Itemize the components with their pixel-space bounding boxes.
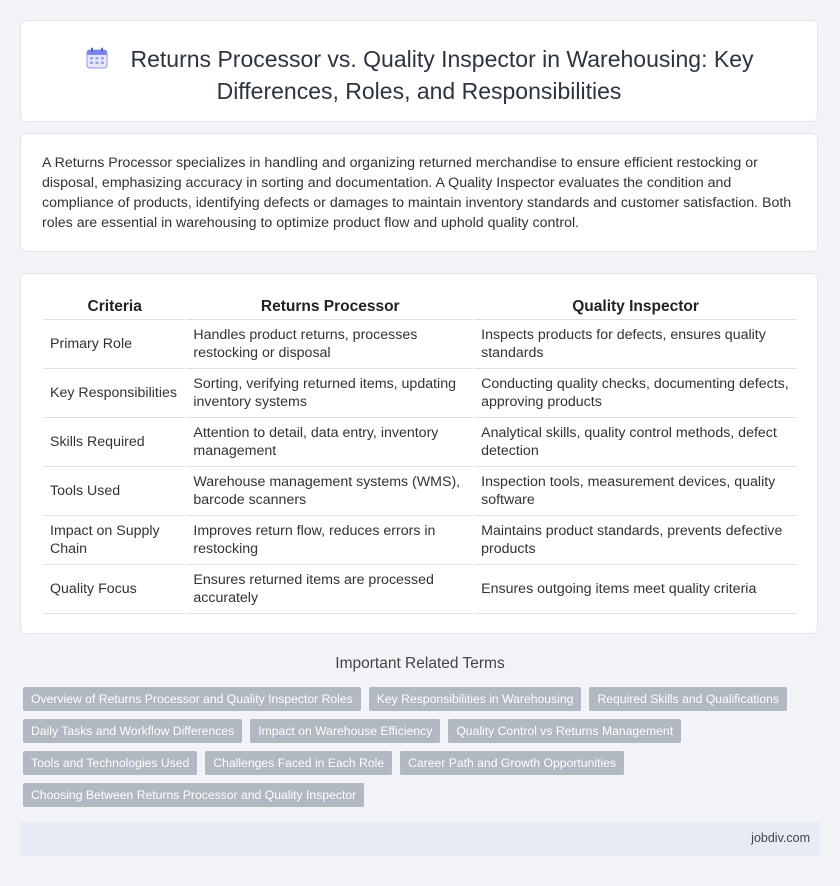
comparison-table (42, 295, 798, 614)
comparison-card (20, 273, 818, 634)
row-criteria: Key Responsibilities (44, 369, 185, 418)
row-criteria: Primary Role (44, 320, 185, 369)
row-criteria: Skills Required (44, 418, 185, 467)
related-term-tag[interactable]: Tools and Technologies Used (23, 751, 197, 775)
related-terms-heading: Important Related Terms (335, 655, 505, 672)
related-term-tag[interactable]: Career Path and Growth Opportunities (400, 751, 624, 775)
row-returns-processor: Handles product returns, processes restocking or disposal (187, 320, 473, 369)
table-header-row (44, 295, 796, 320)
related-term-tag[interactable]: Challenges Faced in Each Role (205, 751, 392, 775)
row-returns-processor: Improves return flow, reduces errors in restocking (187, 516, 473, 565)
related-term-tag[interactable]: Choosing Between Returns Processor and Quality Inspector (23, 783, 364, 807)
intro-card (20, 133, 818, 252)
related-term-tag[interactable]: Key Responsibilities in Warehousing (369, 687, 582, 711)
row-quality-inspector: Maintains product standards, prevents defective products (475, 516, 796, 565)
related-term-tag[interactable]: Overview of Returns Processor and Quality Inspector Roles (23, 687, 361, 711)
related-term-tag[interactable]: Quality Control vs Returns Management (448, 719, 681, 743)
calendar-icon (85, 46, 109, 77)
row-returns-processor: Warehouse management systems (WMS), barcode scanners (187, 467, 473, 516)
intro-text: A Returns Processor specializes in handling and organizing returned merchandise to ensure efficient restocking or disposal, emphasizing accuracy in sorting and documentation. A Quality Inspector evaluates the condition and compliance of products, identifying defects or damages to maintain inventory standards and customer satisfaction. Both roles are essential in warehousing to optimize product flow and uphold quality control. (42, 155, 792, 231)
row-returns-processor: Sorting, verifying returned items, updating inventory systems (187, 369, 473, 418)
header-returns-processor: Returns Processor (187, 295, 473, 320)
row-criteria: Quality Focus (44, 565, 185, 614)
table-row (44, 320, 796, 369)
table-row (44, 467, 796, 516)
row-quality-inspector: Ensures outgoing items meet quality criteria (475, 565, 796, 614)
title-card (20, 20, 818, 122)
footer-site-link[interactable]: jobdiv.com (751, 831, 810, 845)
table-row (44, 516, 796, 565)
related-term-tag[interactable]: Daily Tasks and Workflow Differences (23, 719, 242, 743)
row-returns-processor: Attention to detail, data entry, inventory management (187, 418, 473, 467)
row-criteria: Impact on Supply Chain (44, 516, 185, 565)
row-quality-inspector: Inspects products for defects, ensures quality standards (475, 320, 796, 369)
row-returns-processor: Ensures returned items are processed accurately (187, 565, 473, 614)
related-term-tag[interactable]: Impact on Warehouse Efficiency (250, 719, 440, 743)
page-title-text: Returns Processor vs. Quality Inspector in Warehousing: Key Differences, Roles, and Responsibilities (130, 46, 754, 104)
related-term-tag[interactable]: Required Skills and Qualifications (589, 687, 787, 711)
row-quality-inspector: Inspection tools, measurement devices, quality software (475, 467, 796, 516)
header-criteria: Criteria (44, 295, 185, 320)
row-criteria: Tools Used (44, 467, 185, 516)
row-quality-inspector: Analytical skills, quality control methods, defect detection (475, 418, 796, 467)
table-row (44, 418, 796, 467)
table-row (44, 369, 796, 418)
page-title (61, 45, 777, 106)
table-row (44, 565, 796, 614)
header-quality-inspector: Quality Inspector (475, 295, 796, 320)
related-terms-list (23, 687, 803, 807)
row-quality-inspector: Conducting quality checks, documenting defects, approving products (475, 369, 796, 418)
footer (20, 822, 820, 856)
